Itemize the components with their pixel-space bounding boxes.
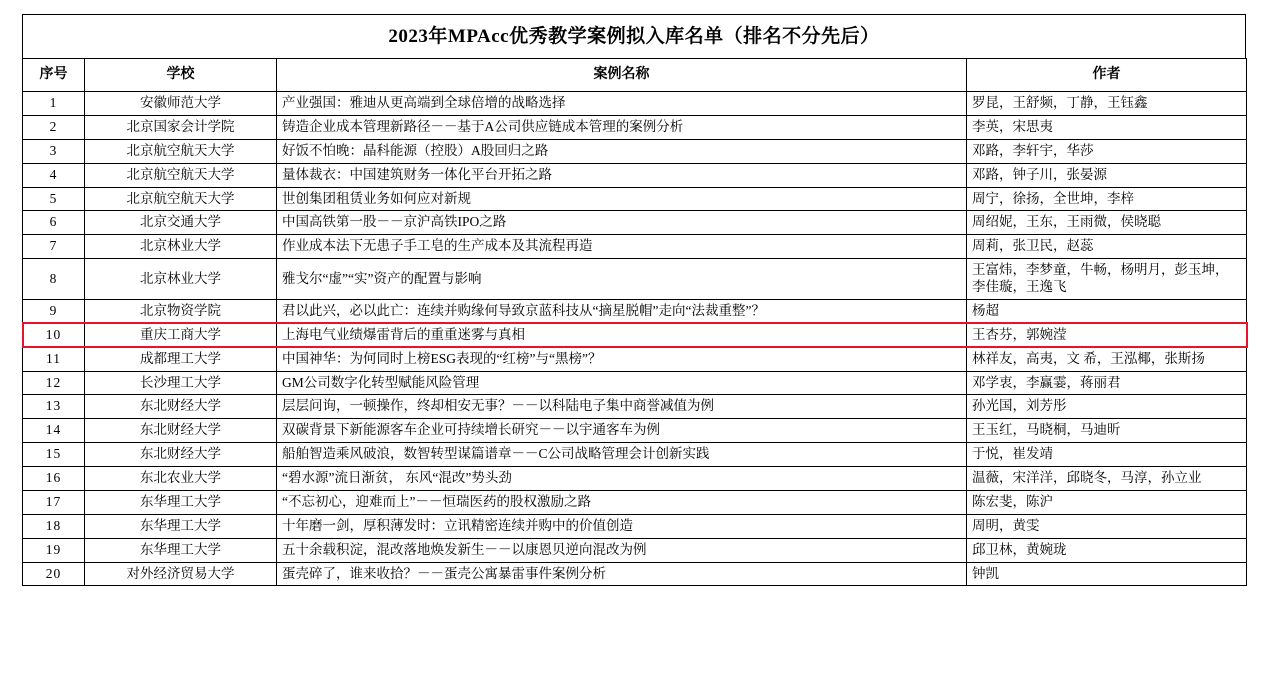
cell-school: 东北财经大学 <box>85 419 277 443</box>
cell-case: 上海电气业绩爆雷背后的重重迷雾与真相 <box>277 323 967 347</box>
table-row <box>23 187 1247 211</box>
cell-authors: 邓学衷，李赢霎，蒋丽君 <box>967 371 1247 395</box>
table-row <box>23 467 1247 491</box>
cell-authors: 温薇，宋洋洋，邱晓冬，马淳，孙立业 <box>967 467 1247 491</box>
cell-index: 16 <box>23 467 85 491</box>
cell-case: 君以此兴，必以此亡：连续并购缘何导致京蓝科技从“摘星脱帽”走向“法裁重整”？ <box>277 299 967 323</box>
cell-authors: 陈宏斐，陈沪 <box>967 490 1247 514</box>
cell-school: 成都理工大学 <box>85 347 277 371</box>
cell-index: 12 <box>23 371 85 395</box>
cell-case: 作业成本法下无患子手工皂的生产成本及其流程再造 <box>277 235 967 259</box>
table-row <box>23 371 1247 395</box>
cell-school: 长沙理工大学 <box>85 371 277 395</box>
page-title: 2023年MPAcc优秀教学案例拟入库名单（排名不分先后） <box>22 14 1246 58</box>
table-row <box>23 211 1247 235</box>
table-row <box>23 235 1247 259</box>
cell-authors: 于悦，崔发靖 <box>967 443 1247 467</box>
cell-authors: 王杏芬，郭婉滢 <box>967 323 1247 347</box>
table-row <box>23 259 1247 300</box>
cell-school: 东华理工大学 <box>85 514 277 538</box>
cell-authors: 王富炜，李梦童，牛畅，杨明月，彭玉坤，李佳璇，王逸飞 <box>967 259 1247 300</box>
cell-school: 东北财经大学 <box>85 395 277 419</box>
table-row <box>23 419 1247 443</box>
table-row <box>23 514 1247 538</box>
table-row <box>23 538 1247 562</box>
cell-school: 北京航空航天大学 <box>85 163 277 187</box>
table-row <box>23 92 1247 116</box>
table-body <box>23 92 1247 586</box>
cell-case: GM公司数字化转型赋能风险管理 <box>277 371 967 395</box>
cell-authors: 邱卫林，黄婉珑 <box>967 538 1247 562</box>
cell-case: 双碳背景下新能源客车企业可持续增长研究－－以宇通客车为例 <box>277 419 967 443</box>
table-row <box>23 490 1247 514</box>
cell-school: 安徽师范大学 <box>85 92 277 116</box>
cell-case: 蛋壳碎了，谁来收拾？－－蛋壳公寓暴雷事件案例分析 <box>277 562 967 586</box>
cell-index: 14 <box>23 419 85 443</box>
cell-authors: 王玉红，马晓桐，马迪昕 <box>967 419 1247 443</box>
cell-index: 9 <box>23 299 85 323</box>
cell-school: 北京交通大学 <box>85 211 277 235</box>
cell-school: 北京国家会计学院 <box>85 115 277 139</box>
column-header-case: 案例名称 <box>277 59 967 92</box>
cell-index: 10 <box>23 323 85 347</box>
cell-case: 船舶智造乘风破浪，数智转型谋篇谱章－－C公司战略管理会计创新实践 <box>277 443 967 467</box>
cell-case: 中国高铁第一股－－京沪高铁IPO之路 <box>277 211 967 235</box>
cell-index: 13 <box>23 395 85 419</box>
cell-school: 东华理工大学 <box>85 538 277 562</box>
cell-school: 东北农业大学 <box>85 467 277 491</box>
cell-index: 5 <box>23 187 85 211</box>
cell-authors: 邓路，李轩宇，华莎 <box>967 139 1247 163</box>
table-row <box>23 163 1247 187</box>
cell-authors: 李英，宋思夷 <box>967 115 1247 139</box>
cell-school: 重庆工商大学 <box>85 323 277 347</box>
cell-case: 量体裁衣：中国建筑财务一体化平台开拓之路 <box>277 163 967 187</box>
cell-case: 雅戈尔“虚”“实”资产的配置与影响 <box>277 259 967 300</box>
table-header-row <box>23 59 1247 92</box>
cell-school: 北京航空航天大学 <box>85 139 277 163</box>
column-header-index: 序号 <box>23 59 85 92</box>
cell-case: 中国神华：为何同时上榜ESG表现的“红榜”与“黑榜”？ <box>277 347 967 371</box>
cell-index: 3 <box>23 139 85 163</box>
cell-index: 20 <box>23 562 85 586</box>
table-row <box>23 562 1247 586</box>
cell-case: 产业强国：雅迪从更高端到全球倍增的战略选择 <box>277 92 967 116</box>
cell-authors: 周莉，张卫民，赵蕊 <box>967 235 1247 259</box>
case-listing-table <box>22 58 1247 586</box>
cell-index: 18 <box>23 514 85 538</box>
table-row <box>23 299 1247 323</box>
cell-index: 17 <box>23 490 85 514</box>
cell-school: 北京航空航天大学 <box>85 187 277 211</box>
cell-authors: 周明，黄雯 <box>967 514 1247 538</box>
column-header-school: 学校 <box>85 59 277 92</box>
cell-school: 北京林业大学 <box>85 259 277 300</box>
cell-authors: 周绍妮，王东，王雨微，侯晓聪 <box>967 211 1247 235</box>
cell-case: 五十余载积淀，混改落地焕发新生－－以康恩贝逆向混改为例 <box>277 538 967 562</box>
cell-index: 8 <box>23 259 85 300</box>
cell-index: 1 <box>23 92 85 116</box>
cell-case: 好饭不怕晚：晶科能源（控股）A股回归之路 <box>277 139 967 163</box>
table-row <box>23 115 1247 139</box>
cell-index: 2 <box>23 115 85 139</box>
table-row <box>23 347 1247 371</box>
cell-authors: 杨超 <box>967 299 1247 323</box>
cell-authors: 周宁，徐扬，全世坤，李梓 <box>967 187 1247 211</box>
cell-case: 十年磨一剑，厚积薄发时：立讯精密连续并购中的价值创造 <box>277 514 967 538</box>
cell-case: 铸造企业成本管理新路径－－基于A公司供应链成本管理的案例分析 <box>277 115 967 139</box>
cell-index: 6 <box>23 211 85 235</box>
cell-authors: 罗昆，王舒频，丁静，王钰鑫 <box>967 92 1247 116</box>
table-row-highlighted <box>23 323 1247 347</box>
table-row <box>23 139 1247 163</box>
cell-school: 北京物资学院 <box>85 299 277 323</box>
table-header <box>23 59 1247 92</box>
cell-authors: 钟凯 <box>967 562 1247 586</box>
cell-index: 19 <box>23 538 85 562</box>
cell-index: 7 <box>23 235 85 259</box>
cell-index: 15 <box>23 443 85 467</box>
cell-school: 北京林业大学 <box>85 235 277 259</box>
cell-index: 4 <box>23 163 85 187</box>
cell-case: 层层问询，一顿操作，终却相安无事？－－以科陆电子集中商誉减值为例 <box>277 395 967 419</box>
cell-case: 世创集团租赁业务如何应对新规 <box>277 187 967 211</box>
cell-authors: 邓路，钟子川，张晏源 <box>967 163 1247 187</box>
table-row <box>23 443 1247 467</box>
cell-case: “不忘初心，迎难而上”－－恒瑞医药的股权激励之路 <box>277 490 967 514</box>
cell-school: 东华理工大学 <box>85 490 277 514</box>
cell-school: 东北财经大学 <box>85 443 277 467</box>
column-header-authors: 作者 <box>967 59 1247 92</box>
cell-index: 11 <box>23 347 85 371</box>
cell-school: 对外经济贸易大学 <box>85 562 277 586</box>
cell-case: “碧水源”流日渐贫， 东风“混改”势头劲 <box>277 467 967 491</box>
cell-authors: 孙光国，刘芳彤 <box>967 395 1247 419</box>
table-row <box>23 395 1247 419</box>
cell-authors: 林祥友，高夷，文 希，王泓椰，张斯扬 <box>967 347 1247 371</box>
